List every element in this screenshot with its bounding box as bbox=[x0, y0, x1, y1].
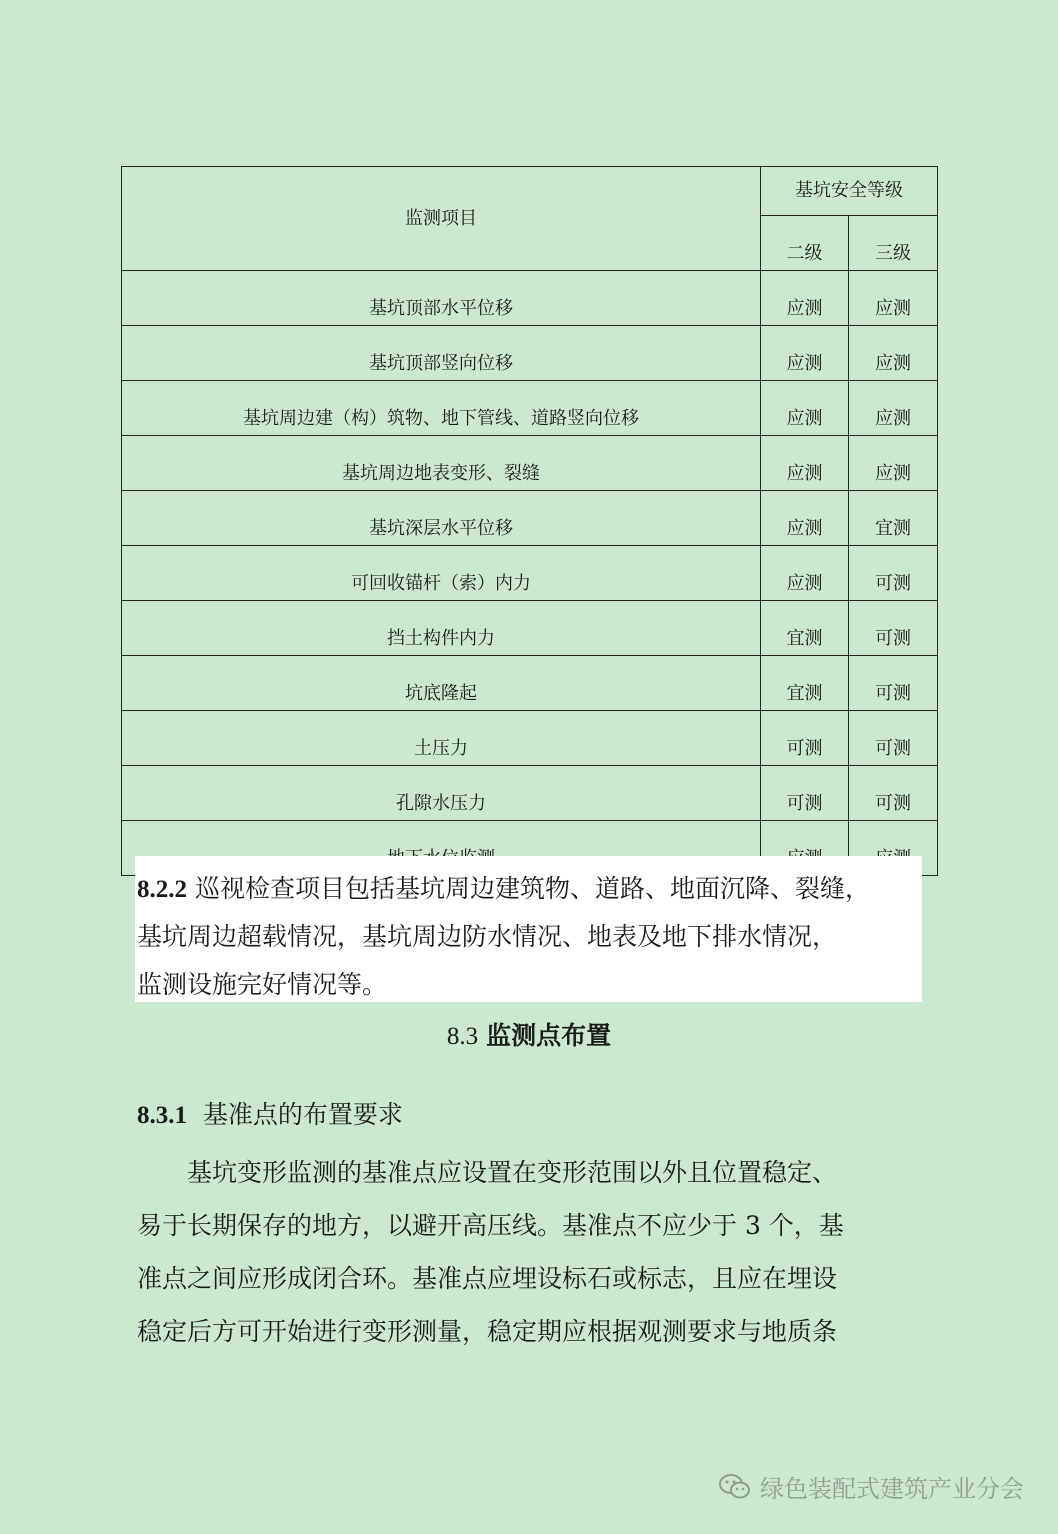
level-3-requirement-cell: 应测 bbox=[849, 381, 938, 436]
level-3-requirement-cell: 宜测 bbox=[849, 491, 938, 546]
level-3-requirement-cell: 可测 bbox=[849, 601, 938, 656]
monitoring-item-cell: 可回收锚杆（索）内力 bbox=[122, 546, 761, 601]
table-row bbox=[122, 326, 938, 381]
level-2-requirement-cell: 应测 bbox=[761, 326, 849, 381]
level-2-requirement-cell: 应测 bbox=[761, 271, 849, 326]
section-title-8-3 bbox=[0, 1014, 1058, 1059]
level-2-requirement-cell: 宜测 bbox=[761, 601, 849, 656]
monitoring-item-cell: 基坑顶部水平位移 bbox=[122, 271, 761, 326]
monitoring-item-cell: 基坑顶部竖向位移 bbox=[122, 326, 761, 381]
watermark bbox=[718, 1469, 1024, 1504]
level-2-requirement-cell: 应测 bbox=[761, 491, 849, 546]
table-row bbox=[122, 711, 938, 766]
body-line-4: 稳定后方可开始进行变形测量，稳定期应根据观测要求与地质条 bbox=[137, 1317, 838, 1346]
monitoring-item-cell: 基坑周边地表变形、裂缝 bbox=[122, 436, 761, 491]
monitoring-item-cell: 孔隙水压力 bbox=[122, 766, 761, 821]
level-3-requirement-cell: 可测 bbox=[849, 656, 938, 711]
section-number: 8.3 bbox=[446, 1023, 479, 1050]
level-2-requirement-cell: 应测 bbox=[761, 381, 849, 436]
monitoring-item-cell: 土压力 bbox=[122, 711, 761, 766]
header-monitoring-item: 监测项目 bbox=[122, 167, 761, 271]
level-3-requirement-cell: 可测 bbox=[849, 546, 938, 601]
header-safety-grade: 基坑安全等级 bbox=[761, 167, 938, 216]
table-row bbox=[122, 546, 938, 601]
table-row bbox=[122, 491, 938, 546]
monitoring-item-cell: 基坑深层水平位移 bbox=[122, 491, 761, 546]
wechat-icon bbox=[718, 1472, 752, 1502]
table-row bbox=[122, 436, 938, 491]
level-2-requirement-cell: 应测 bbox=[761, 546, 849, 601]
monitoring-item-cell: 挡土构件内力 bbox=[122, 601, 761, 656]
table-header-row bbox=[122, 167, 938, 216]
clause-number: 8.3.1 bbox=[137, 1102, 187, 1129]
monitoring-item-cell: 坑底隆起 bbox=[122, 656, 761, 711]
watermark-text: 绿色装配式建筑产业分会 bbox=[760, 1475, 1024, 1503]
level-3-requirement-cell: 应测 bbox=[849, 326, 938, 381]
table-row bbox=[122, 656, 938, 711]
level-3-requirement-cell: 可测 bbox=[849, 766, 938, 821]
level-2-requirement-cell: 宜测 bbox=[761, 656, 849, 711]
section-heading: 监测点布置 bbox=[486, 1021, 612, 1050]
level-2-requirement-cell: 应测 bbox=[761, 436, 849, 491]
monitoring-item-cell: 基坑周边建（构）筑物、地下管线、道路竖向位移 bbox=[122, 381, 761, 436]
level-2-requirement-cell: 可测 bbox=[761, 766, 849, 821]
clause-8-3-1-body bbox=[137, 1146, 927, 1358]
header-level-2: 二级 bbox=[761, 216, 849, 271]
header-level-3: 三级 bbox=[849, 216, 938, 271]
level-3-requirement-cell: 可测 bbox=[849, 711, 938, 766]
table-row bbox=[122, 271, 938, 326]
clause-8-3-1-heading: 8.3.1 基准点的布置要求 bbox=[137, 1100, 403, 1129]
body-line-3: 准点之间应形成闭合环。基准点应埋设标石或标志，且应在埋设 bbox=[137, 1264, 838, 1293]
level-2-requirement-cell: 可测 bbox=[761, 711, 849, 766]
level-3-requirement-cell: 应测 bbox=[849, 436, 938, 491]
clause-8-2-2-line-2: 基坑周边超载情况，基坑周边防水情况、地表及地下排水情况， bbox=[137, 922, 838, 951]
table-row bbox=[122, 766, 938, 821]
body-line-1: 基坑变形监测的基准点应设置在变形范围以外且位置稳定、 bbox=[187, 1158, 838, 1187]
monitoring-items-table bbox=[121, 166, 938, 876]
table-row bbox=[122, 381, 938, 436]
clause-8-2-2-line-1: 8.2.2 巡视检查项目包括基坑周边建筑物、道路、地面沉降、裂缝， bbox=[137, 874, 870, 903]
clause-number: 8.2.2 bbox=[137, 876, 187, 903]
body-line-2: 易于长期保存的地方，以避开高压线。基准点不应少于 3 个，基 bbox=[137, 1211, 844, 1240]
clause-8-2-2-line-3: 监测设施完好情况等。 bbox=[137, 970, 388, 999]
table-row bbox=[122, 601, 938, 656]
level-3-requirement-cell: 应测 bbox=[849, 271, 938, 326]
